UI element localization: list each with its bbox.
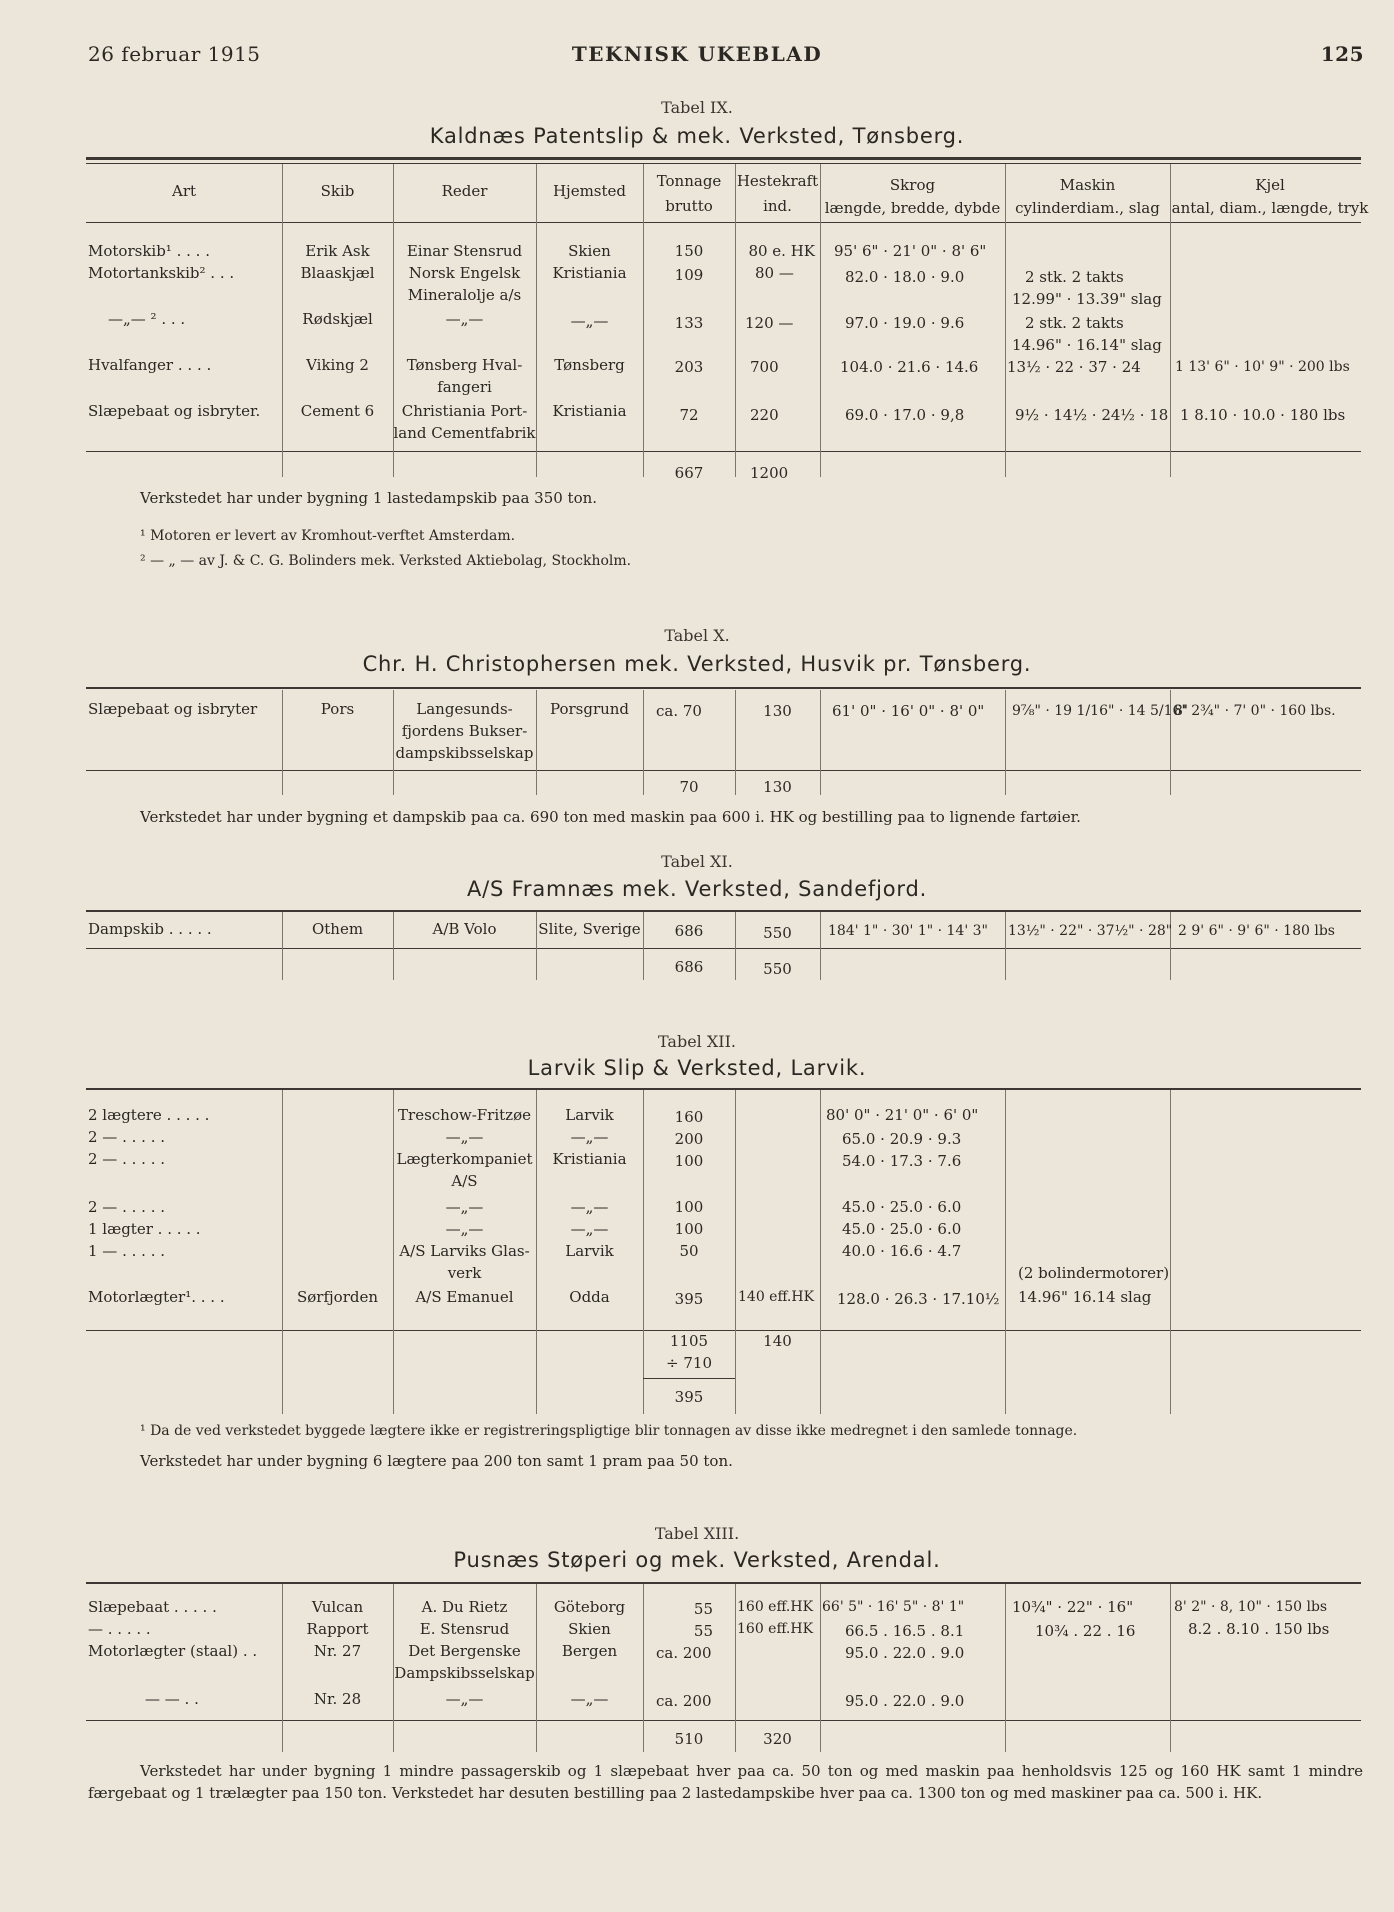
t11-skib: Othem [311,920,364,938]
t12-row2-skrog: 65.0 · 20.9 · 9.3 [842,1130,962,1148]
t9-row3-maskin: 2 stk. 2 takts [1025,314,1124,332]
t12-net-tonnage: 395 [674,1388,704,1406]
t12-row7-reder: A/S Emanuel [415,1288,514,1306]
t13-row1-skib: Vulcan [311,1598,364,1616]
t10-sum-hk: 130 [763,778,792,796]
table-10-caption: Tabel X. [664,626,730,645]
t12-row6-art: 1 — . . . . . [88,1242,165,1260]
t10-hk: 130 [763,702,792,720]
t10-maskin: 9⅞" · 19 1/16" · 14 5/16" [1012,703,1188,719]
t13-row4-skib: Nr. 28 [313,1690,362,1708]
t9-sum-tonnage: 667 [674,464,704,482]
table-9-caption: Tabel IX. [661,98,733,117]
table-12-caption: Tabel XII. [658,1032,736,1051]
col-header-art: Art [171,182,197,200]
col-header-tonnage-sub: brutto [665,197,713,215]
t11-sum-tonnage: 686 [674,958,704,976]
t13-row4-reder: —„— [445,1690,484,1708]
t13-row3-ton: ca. 200 [656,1644,712,1662]
t12-row7-maskin: 14.96" 16.14 slag [1018,1288,1152,1306]
t13-row1-maskin: 10¾" · 22" · 16" [1012,1598,1134,1616]
table-13-col-sep [1170,1584,1171,1752]
t9-row1-art: Motorskib¹ . . . . [88,242,210,260]
t11-maskin: 13½" · 22" · 37½" · 28" [1008,923,1173,939]
table-13-col-sep [1005,1584,1006,1752]
t13-row4-hjem: —„— [570,1690,609,1708]
t13-row1-reder: A. Du Rietz [421,1598,508,1616]
table-12-col-sep [282,1090,283,1414]
t10-reder-cont: fjordens Bukser- [401,722,528,740]
t9-row5-maskin: 9½ · 14½ · 24½ · 18 [1015,406,1169,424]
t12-row3-art: 2 — . . . . . [88,1150,165,1168]
t13-row3-reder-cont: Dampskibsselskap [394,1664,535,1682]
t9-row4-skib: Viking 2 [306,356,369,374]
t12-row6-reder: A/S Larviks Glas- [399,1242,530,1260]
t9-row2-hk: 80 — [755,264,794,282]
col-header-skrog-sub: længde, bredde, dybde [824,199,1001,217]
t12-row5-skrog: 45.0 · 25.0 · 6.0 [842,1220,962,1238]
t10-note: Verkstedet har under bygning et dampskib paa ca. 690 ton med maskin paa 600 i. HK og bestilling paa to lignende fartøier. [140,808,1081,826]
t13-note: Verkstedet har under bygning 1 mindre passagerskib og 1 slæpebaat hver paa ca. 50 ton og med maskin paa henholdsvis 125 og 160 HK samt 1 mindre færgebaat og 1 trælægter paa 150 ton. Verkstedet har desuten bestilling paa 2 lastedampskibe hver paa ca. 1300 ton og med maskiner paa ca. 500 i. HK. [88,1762,1363,1802]
t12-row6-ton: 50 [679,1242,699,1260]
t11-skrog: 184' 1" · 30' 1" · 14' 3" [828,923,988,939]
t9-row4-ton: 203 [674,358,704,376]
t12-row4-skrog: 45.0 · 25.0 · 6.0 [842,1198,962,1216]
t9-note: Verkstedet har under bygning 1 lastedampskib paa 350 ton. [140,489,598,507]
t12-row3-ton: 100 [674,1152,704,1170]
t12-row5-reder: —„— [445,1220,484,1238]
t9-row2-hjem: Kristiania [552,264,627,282]
t9-row3-maskin-cont: 14.96" · 16.14" slag [1012,336,1162,354]
t13-row3-reder: Det Bergenske [408,1642,521,1660]
col-header-hjemsted: Hjemsted [552,182,627,200]
t9-footnote-1: ¹ Motoren er levert av Kromhout-verftet Amsterdam. [140,528,516,544]
t10-reder-cont2: dampskibsselskap [395,744,534,762]
t12-row7-skib: Sørfjorden [296,1288,379,1306]
col-header-kjel: Kjel [1255,176,1285,194]
t11-hk: 550 [763,924,792,942]
t13-sum-tonnage: 510 [674,1730,704,1748]
table-13-caption: Tabel XIII. [654,1524,740,1543]
t12-row4-reder: —„— [445,1198,484,1216]
t9-row1-skrog: 95' 6" · 21' 0" · 8' 6" [834,242,987,260]
t12-row5-hjem: —„— [570,1220,609,1238]
t12-row6-reder-cont: verk [447,1264,482,1282]
t13-row2-skib: Rapport [306,1620,369,1638]
t9-row3-skib: Rødskjæl [302,310,373,328]
t13-row4-skrog: 95.0 . 22.0 . 9.0 [845,1692,965,1710]
t12-row1-art: 2 lægtere . . . . . [88,1106,210,1124]
t11-ton: 686 [674,922,704,940]
col-header-maskin: Maskin [1059,176,1116,194]
t11-reder: A/B Volo [432,920,497,938]
col-header-maskin-sub: cylinderdiam., slag [1015,199,1160,217]
t12-row7-ton: 395 [674,1290,704,1308]
t10-reder: Langesunds- [416,700,513,718]
t13-row1-art: Slæpebaat . . . . . [88,1598,217,1616]
t12-row2-hjem: —„— [570,1128,609,1146]
t12-row4-art: 2 — . . . . . [88,1198,165,1216]
t9-row4-art: Hvalfanger . . . . [88,356,212,374]
t12-row1-hjem: Larvik [565,1106,614,1124]
col-header-tonnage: Tonnage [656,172,722,190]
t12-row7-hjem: Odda [569,1288,610,1306]
table-10-col-sep [820,690,821,795]
t12-row1-skrog: 80' 0" · 21' 0" · 6' 0" [826,1106,979,1124]
table-13-title: Pusnæs Støperi og mek. Verksted, Arendal. [453,1548,941,1572]
col-header-reder: Reder [441,182,488,200]
t13-row2-ton: 55 [693,1622,713,1640]
table-12-col-sep [1005,1090,1006,1414]
table-12-col-sep [820,1090,821,1414]
t13-row2-maskin: 10¾ . 22 . 16 [1035,1622,1136,1640]
t9-row4-maskin: 13½ · 22 · 37 · 24 [1007,358,1141,376]
table-12-col-sep [1170,1090,1171,1414]
t13-row2-hjem: Skien [568,1620,611,1638]
t10-art: Slæpebaat og isbryter [88,700,258,718]
t9-row2-reder: Norsk Engelsk [408,264,521,282]
t9-row2-art: Motortankskib² . . . [88,264,235,282]
col-header-hestekraft-sub: ind. [763,197,792,215]
t13-row3-skib: Nr. 27 [313,1642,362,1660]
t10-kjel: 8' 2¾" · 7' 0" · 160 lbs. [1174,703,1336,719]
t13-row2-skrog: 66.5 . 16.5 . 8.1 [845,1622,965,1640]
t9-row4-hk: 700 [750,358,779,376]
t13-row1-kjel: 8' 2" · 8, 10" · 150 lbs [1174,1599,1328,1615]
table-9-top-rule [86,157,1361,160]
t9-row4-skrog: 104.0 · 21.6 · 14.6 [840,358,979,376]
table-11-col-sep [820,912,821,980]
t10-skib: Pors [320,700,355,718]
t13-row3-skrog: 95.0 . 22.0 . 9.0 [845,1644,965,1662]
t9-row2-maskin: 2 stk. 2 takts [1025,268,1124,286]
t12-row2-ton: 200 [674,1130,704,1148]
table-11-caption: Tabel XI. [661,852,733,871]
t9-row2-skib: Blaaskjæl [300,264,375,282]
t13-row3-art: Motorlægter (staal) . . [88,1642,258,1660]
t12-row5-ton: 100 [674,1220,704,1238]
t9-row5-skib: Cement 6 [300,402,375,420]
t9-row1-skib: Erik Ask [305,242,370,260]
t12-row4-ton: 100 [674,1198,704,1216]
t12-row7-skrog: 128.0 · 26.3 · 17.10½ [837,1290,1000,1308]
t9-row5-reder: Christiania Port- [401,402,528,420]
t13-row1-hjem: Göteborg [553,1598,626,1616]
t12-row6-hjem: Larvik [565,1242,614,1260]
t13-row2-kjel: 8.2 . 8.10 . 150 lbs [1188,1620,1330,1638]
col-header-hestekraft: Hestekraft [736,172,819,190]
t13-row2-reder: E. Stensrud [419,1620,510,1638]
t9-row3-art: —„— ² . . . [108,310,186,328]
t9-row5-hk: 220 [750,406,779,424]
t12-row1-ton: 160 [674,1108,704,1126]
table-10-title: Chr. H. Christophersen mek. Verksted, Husvik pr. Tønsberg. [362,652,1032,676]
t10-sum-tonnage: 70 [679,778,699,796]
t9-row2-skrog: 82.0 · 18.0 · 9.0 [845,268,965,286]
table-9-title: Kaldnæs Patentslip & mek. Verksted, Tønsberg. [429,124,965,148]
t13-row4-ton: ca. 200 [656,1692,712,1710]
t9-row1-ton: 150 [674,242,704,260]
t12-row4-hjem: —„— [570,1198,609,1216]
header-journal: TEKNISK UKEBLAD [571,42,823,66]
table-12-col-sep [735,1090,736,1414]
t9-row1-hjem: Skien [568,242,611,260]
t12-row7-art: Motorlægter¹. . . . [88,1288,225,1306]
t13-row2-hk: 160 eff.HK [737,1621,814,1637]
t9-row1-hk: 80 e. HK [748,242,815,260]
table-12-title: Larvik Slip & Verksted, Larvik. [527,1056,867,1080]
t9-row3-hjem: —„— [570,312,609,330]
table-13-col-sep [735,1584,736,1752]
t11-art: Dampskib . . . . . [88,920,212,938]
t12-row3-skrog: 54.0 · 17.3 · 7.6 [842,1152,962,1170]
t12-row6-maskin: (2 bolindermotorer) [1018,1264,1170,1282]
t12-row7-hk: 140 eff.HK [738,1289,815,1305]
t12-row2-art: 2 — . . . . . [88,1128,165,1146]
t12-sum-hk: 140 [763,1332,792,1350]
t9-row5-art: Slæpebaat og isbryter. [88,402,261,420]
table-13-col-sep [820,1584,821,1752]
t11-sum-hk: 550 [763,960,792,978]
t9-row3-ton: 133 [674,314,704,332]
col-header-kjel-sub: antal, diam., længde, tryk [1171,199,1369,217]
t9-row4-reder: Tønsberg Hval- [406,356,523,374]
table-11-title: A/S Framnæs mek. Verksted, Sandefjord. [466,877,928,901]
t13-row1-skrog: 66' 5" · 16' 5" · 8' 1" [822,1599,965,1615]
t9-row4-kjel: 1 13' 6" · 10' 9" · 200 lbs [1175,359,1350,375]
t12-row1-reder: Treschow-Fritzøe [398,1106,531,1124]
t12-row3-hjem: Kristiania [552,1150,627,1168]
t12-row2-reder: —„— [445,1128,484,1146]
t9-row1-reder: Einar Stensrud [406,242,523,260]
t12-sum-tonnage: 1105 [669,1332,709,1350]
t9-row4-reder-cont: fangeri [437,378,492,396]
t12-row6-skrog: 40.0 · 16.6 · 4.7 [842,1242,962,1260]
t12-row3-reder: Lægterkompaniet [396,1150,533,1168]
t9-row5-hjem: Kristiania [552,402,627,420]
t12-footnote-1: ¹ Da de ved verkstedet byggede lægtere ikke er registreringspligtige blir tonnagen av disse ikke medregnet i den samlede tonnage. [140,1423,1078,1439]
t13-row4-art: — — . . [145,1690,199,1708]
t12-row3-reder-cont: A/S [451,1172,478,1190]
t9-row3-skrog: 97.0 · 19.0 · 9.6 [845,314,965,332]
t13-row1-hk: 160 eff.HK [737,1599,814,1615]
t9-row2-maskin-cont: 12.99" · 13.39" slag [1012,290,1162,308]
t10-ton: ca. 70 [656,702,702,720]
t9-footnote-2: ² — „ — av J. & C. G. Bolinders mek. Verksted Aktiebolag, Stockholm. [140,553,632,569]
t9-row4-hjem: Tønsberg [554,356,625,374]
t11-hjem: Slite, Sverige [538,920,641,938]
t9-row5-reder-cont: land Cementfabrik [393,424,536,442]
col-header-skrog: Skrog [889,176,936,194]
t9-row5-kjel: 1 8.10 · 10.0 · 180 lbs [1180,406,1346,424]
t9-row5-ton: 72 [679,406,699,424]
t9-row3-reder: —„— [445,310,484,328]
page-number: 125 [1320,42,1364,66]
col-header-skib: Skib [320,182,355,200]
t10-skrog: 61' 0" · 16' 0" · 8' 0" [832,702,985,720]
table-11-col-sep [1005,912,1006,980]
t10-hjem: Porsgrund [549,700,630,718]
table-10-col-sep [1005,690,1006,795]
t9-row5-skrog: 69.0 · 17.0 · 9,8 [845,406,965,424]
t9-sum-hk: 1200 [750,464,789,482]
t11-kjel: 2 9' 6" · 9' 6" · 180 lbs [1178,923,1335,939]
t13-sum-hk: 320 [763,1730,792,1748]
t12-net-rule [643,1378,735,1379]
t13-row1-ton: 55 [693,1600,713,1618]
t13-row3-hjem: Bergen [561,1642,618,1660]
t13-row2-art: — . . . . . [88,1620,151,1638]
t12-row5-art: 1 lægter . . . . . [88,1220,201,1238]
t9-row2-ton: 109 [674,266,704,284]
t12-note: Verkstedet har under bygning 6 lægtere paa 200 ton samt 1 pram paa 50 ton. [140,1452,733,1470]
table-10-top-rule [86,687,1361,689]
t12-minus-tonnage: ÷ 710 [666,1354,712,1372]
header-date: 26 februar 1915 [88,42,261,66]
t9-row2-reder-cont: Mineralolje a/s [407,286,522,304]
t9-row3-hk: 120 — [745,314,794,332]
